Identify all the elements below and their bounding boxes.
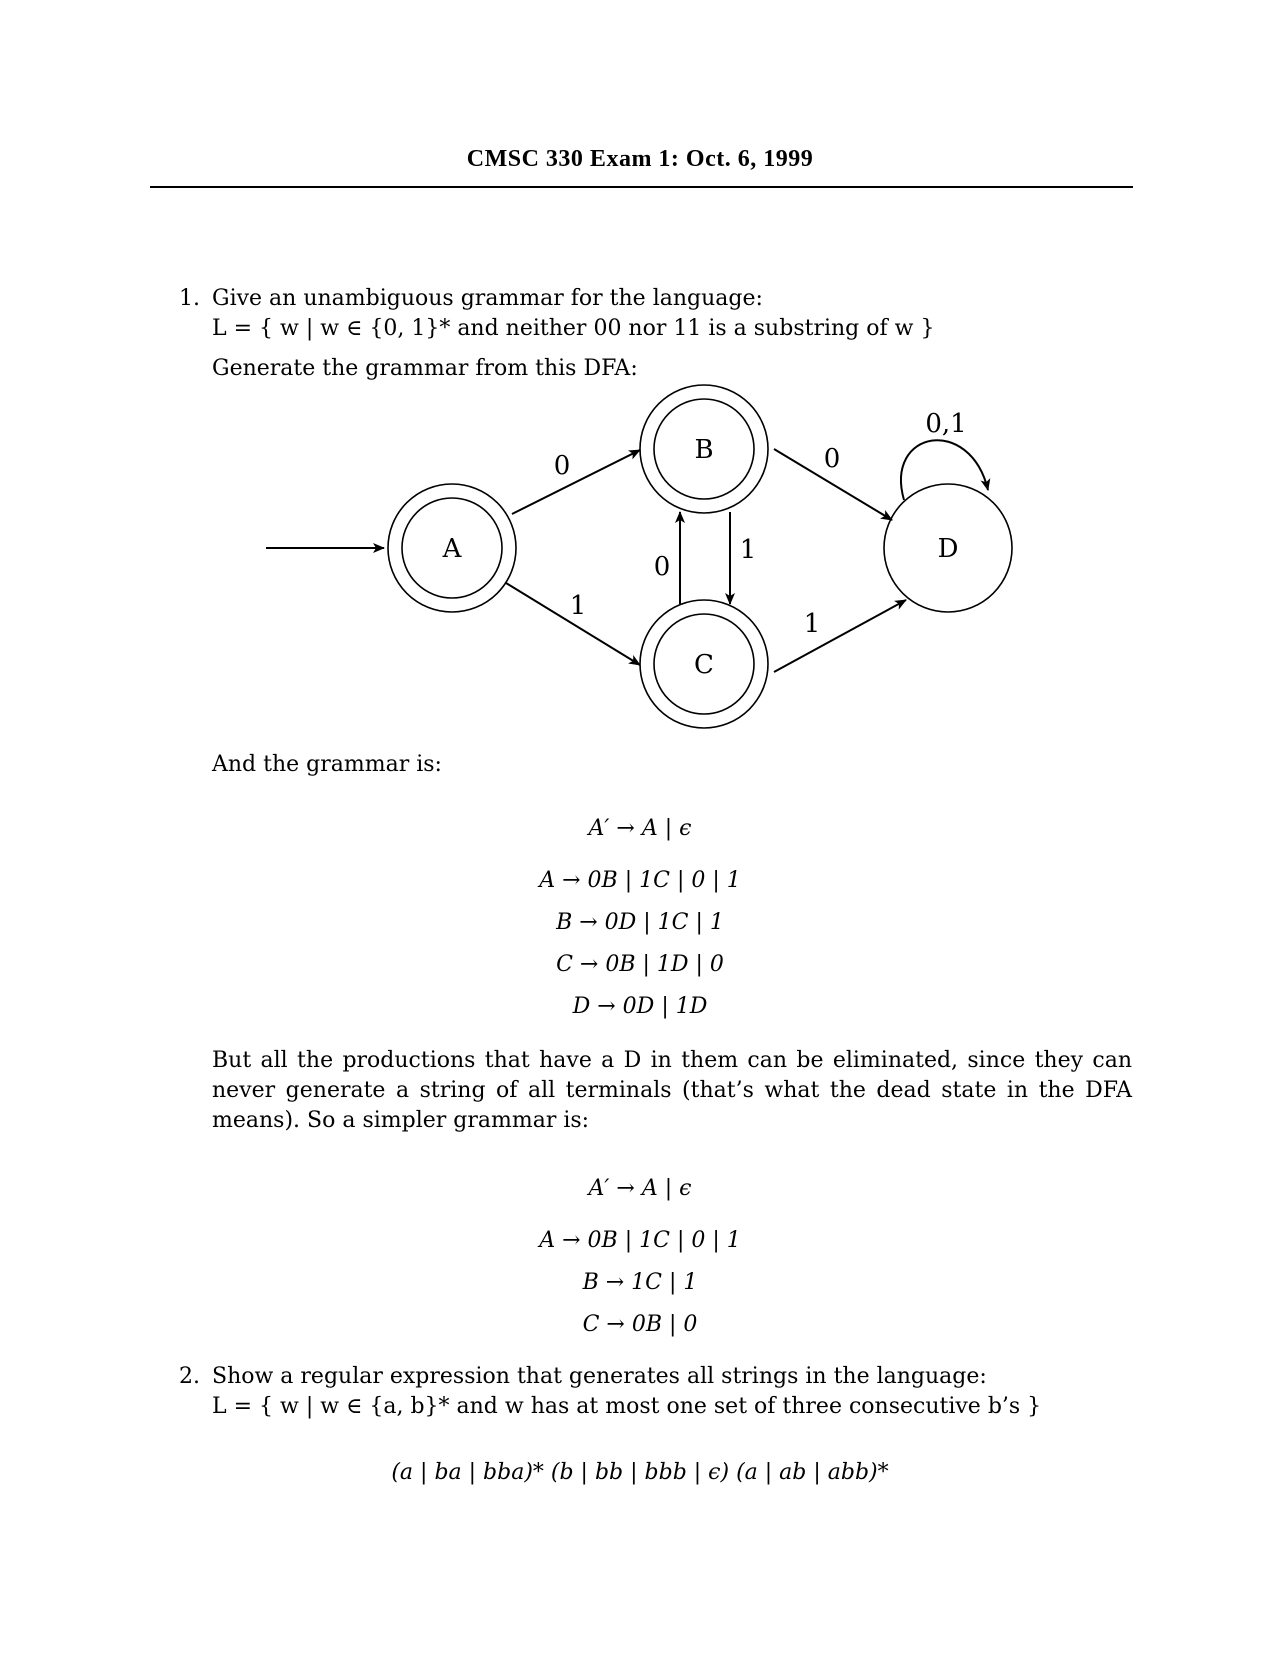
grammar-rule: B → 0D | 1C | 1 [556, 910, 724, 935]
state-d-label: D [937, 534, 959, 564]
state-b-label: B [694, 435, 714, 465]
grammar-rule: C → 0B | 1D | 0 [556, 952, 724, 977]
q2-answer: (a | ba | bba)* (b | bb | bbb | ϵ) (a | ab | abb)* [391, 1460, 889, 1485]
q1-language: L = { w | w ∈ {0, 1}* and neither 00 nor 11 is a substring of w } [212, 316, 935, 341]
edge-c-d [774, 600, 906, 672]
grammar-rule: D → 0D | 1D [572, 994, 708, 1019]
state-a-label: A [442, 534, 462, 564]
edge-c-d-label: 1 [803, 609, 821, 639]
q2-language: L = { w | w ∈ {a, b}* and w has at most one set of three consecutive b’s } [212, 1394, 1042, 1419]
edge-c-b-label: 0 [653, 552, 671, 582]
simpler-grammar-rule: C → 0B | 0 [582, 1312, 698, 1337]
simpler-grammar-rule: A → 0B | 1C | 0 | 1 [539, 1228, 741, 1253]
q1-number: 1. [179, 286, 200, 311]
q2-prompt: Show a regular expression that generates all strings in the language: [212, 1364, 987, 1389]
q1-explanation: But all the productions that have a D in them can be eliminated, since they can never generate a string of all terminals (that’s what the dead state in the DFA means). So a simpler grammar is: [212, 1048, 1132, 1133]
state-b [640, 385, 768, 513]
state-c [640, 600, 768, 728]
edge-d-d [901, 440, 988, 500]
edge-a-b [512, 450, 640, 514]
simpler-grammar-rule: B → 1C | 1 [582, 1270, 698, 1295]
grammar-rule: A′ → A | ϵ [588, 816, 692, 841]
grammar-rule: A → 0B | 1C | 0 | 1 [539, 868, 741, 893]
state-c-label: C [694, 650, 714, 680]
edge-b-d-label: 0 [823, 444, 841, 474]
edge-b-c-label: 1 [739, 535, 757, 565]
q1-dfa-intro: Generate the grammar from this DFA: [212, 356, 638, 381]
state-d [884, 484, 1012, 612]
state-a [388, 484, 516, 612]
page-title: CMSC 330 Exam 1: Oct. 6, 1999 [466, 146, 814, 172]
q2-number: 2. [179, 1364, 200, 1389]
q1-prompt: Give an unambiguous grammar for the language: [212, 286, 763, 311]
edge-a-b-label: 0 [553, 451, 571, 481]
edge-a-c-label: 1 [569, 591, 587, 621]
edge-d-d-label: 0,1 [925, 409, 967, 439]
q1-grammar-intro: And the grammar is: [212, 752, 442, 777]
simpler-grammar-rule: A′ → A | ϵ [588, 1176, 692, 1201]
